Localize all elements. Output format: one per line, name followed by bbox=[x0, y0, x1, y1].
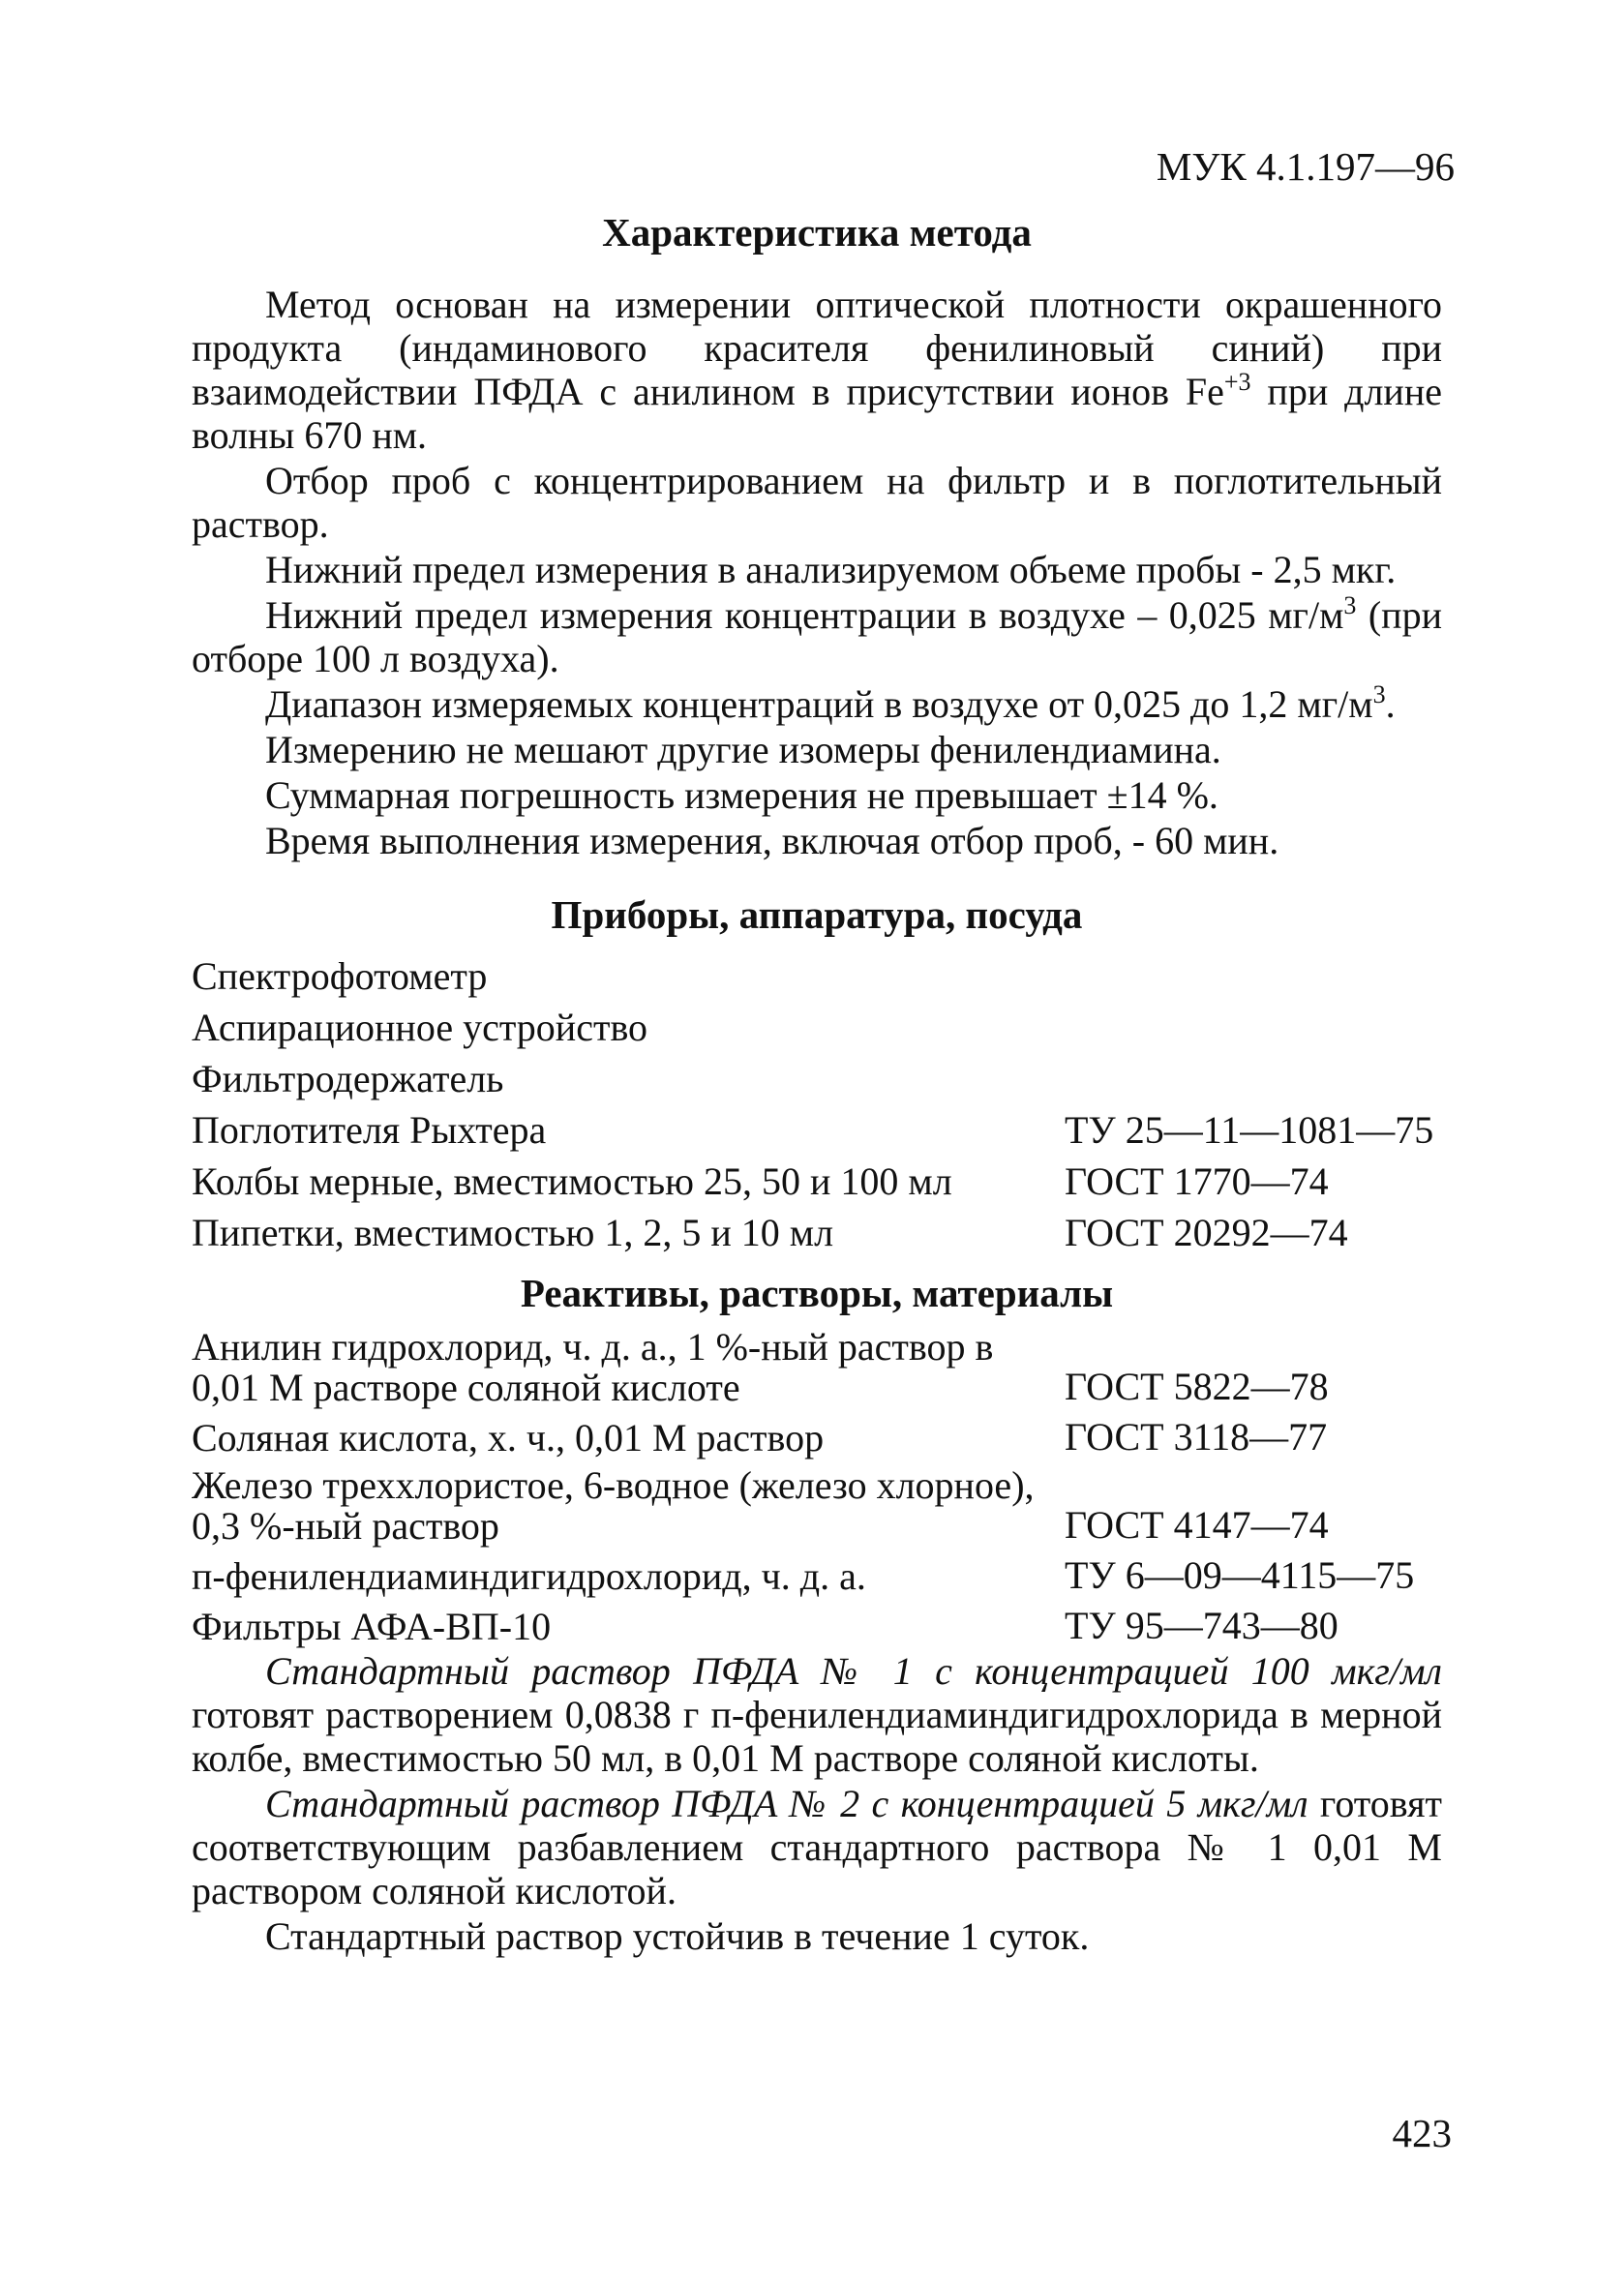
paragraph-text: . bbox=[1385, 682, 1396, 726]
paragraph-text: при длине волны 670 нм. bbox=[192, 370, 1442, 457]
reagent-standard: ГОСТ 5822—78 bbox=[1065, 1365, 1329, 1408]
reagent-row bbox=[192, 1465, 1442, 1547]
reagent-standard: ГОСТ 4147—74 bbox=[1065, 1503, 1329, 1547]
reagent-standard: ТУ 95—743—80 bbox=[1065, 1604, 1338, 1647]
section-title-equipment: Приборы, аппаратура, посуда bbox=[551, 892, 1083, 937]
superscript: 3 bbox=[1343, 591, 1357, 619]
reagent-row bbox=[192, 1415, 1442, 1459]
section-title-method: Характеристика метода bbox=[602, 210, 1032, 255]
paragraph-standard-solution-1 bbox=[192, 1649, 1442, 1780]
paragraph-lower-limit: Нижний предел измерения в анализируемом объеме пробы - 2,5 мкг. bbox=[265, 548, 1397, 591]
equipment-row bbox=[192, 1104, 1442, 1152]
paragraph-stability: Стандартный раствор устойчив в течение 1 суток. bbox=[265, 1914, 1090, 1958]
paragraph-interference: Измерению не мешают другие изомеры фенилендиамина. bbox=[265, 728, 1221, 771]
reagent-standard: ТУ 6—09—4115—75 bbox=[1065, 1553, 1415, 1597]
equipment-name: Аспирационное устройство bbox=[192, 1006, 648, 1049]
reagent-name: Фильтры АФА-ВП-10 bbox=[192, 1605, 552, 1648]
paragraph-text: Нижний предел измерения концентрации в воздухе – 0,025 мг/м bbox=[265, 593, 1344, 637]
paragraph-duration: Время выполнения измерения, включая отбор проб, - 60 мин. bbox=[265, 819, 1279, 862]
equipment-row bbox=[192, 950, 1442, 998]
equipment-name: Пипетки, вместимостью 1, 2, 5 и 10 мл bbox=[192, 1211, 834, 1254]
equipment-row bbox=[192, 1156, 1442, 1203]
paragraph-error: Суммарная погрешность измерения не превышает ±14 %. bbox=[265, 773, 1218, 817]
italic-text: Стандартный раствор ПФДА № 2 с концентрацией 5 мкг/мл bbox=[265, 1782, 1308, 1825]
equipment-name: Спектрофотометр bbox=[192, 954, 488, 998]
page-content bbox=[192, 211, 1442, 1958]
section-title-reagents: Реактивы, растворы, материалы bbox=[520, 1271, 1114, 1315]
reagent-standard: ГОСТ 3118—77 bbox=[1065, 1415, 1328, 1459]
paragraph-sampling: Отбор проб с концентрированием на фильтр и в поглотительный раствор. bbox=[192, 459, 1442, 546]
reagent-name: Железо треххлористое, 6-водное (железо хлорное), 0,3 %-ный раствор bbox=[192, 1463, 1035, 1548]
italic-text: Стандартный раствор ПФДА № 1 с концентрацией 100 мкг/мл bbox=[265, 1649, 1442, 1693]
superscript: 3 bbox=[1372, 680, 1386, 708]
paragraph-lower-concentration bbox=[192, 593, 1442, 680]
reagent-row bbox=[192, 1327, 1442, 1408]
equipment-standard: ГОСТ 20292—74 bbox=[1065, 1211, 1348, 1254]
reagent-name: п-фенилендиаминдигидрохлорид, ч. д. а. bbox=[192, 1554, 866, 1598]
equipment-standard: ГОСТ 1770—74 bbox=[1065, 1159, 1329, 1203]
reagent-row bbox=[192, 1604, 1442, 1647]
equipment-row bbox=[192, 1053, 1442, 1100]
page-number: 423 bbox=[1392, 2111, 1452, 2155]
paragraph-range bbox=[192, 682, 1442, 726]
equipment-name: Колбы мерные, вместимостью 25, 50 и 100 мл bbox=[192, 1159, 952, 1203]
paragraph-text: (при отборе 100 л воздуха). bbox=[192, 593, 1442, 680]
equipment-name: Поглотителя Рыхтера bbox=[192, 1108, 547, 1152]
superscript: +3 bbox=[1223, 368, 1251, 396]
reagent-name: Анилин гидрохлорид, ч. д. а., 1 %-ный раствор в 0,01 М растворе соляной кислоте bbox=[192, 1325, 994, 1409]
paragraph-text: Диапазон измеряемых концентраций в воздухе от 0,025 до 1,2 мг/м bbox=[265, 682, 1373, 726]
reagent-name: Соляная кислота, х. ч., 0,01 М раствор bbox=[192, 1416, 825, 1459]
equipment-standard: ТУ 25—11—1081—75 bbox=[1065, 1108, 1434, 1152]
paragraph-text: готовят растворением 0,0838 г п-фенилендиаминдигидрохлорида в мерной колбе, вместимостью 50 мл, в 0,01 М растворе соляной кислоты. bbox=[192, 1693, 1442, 1780]
document-id: МУК 4.1.197—96 bbox=[1156, 144, 1455, 189]
equipment-name: Фильтродержатель bbox=[192, 1057, 504, 1100]
paragraph-method-basis bbox=[192, 283, 1442, 457]
reagent-row bbox=[192, 1553, 1442, 1597]
equipment-row bbox=[192, 1207, 1442, 1254]
paragraph-standard-solution-2 bbox=[192, 1782, 1442, 1912]
paragraph-text: Метод основан на измерении оптической плотности окрашенного продукта (индаминового красителя фенилиновый синий) при взаимодействии ПФДА с анилином в присутствии ионов Fe bbox=[192, 283, 1442, 413]
paragraph-text: готовят соответствующим разбавлением стандартного раствора № 1 0,01 М раствором соляной кислотой. bbox=[192, 1782, 1442, 1912]
equipment-row bbox=[192, 1002, 1442, 1049]
